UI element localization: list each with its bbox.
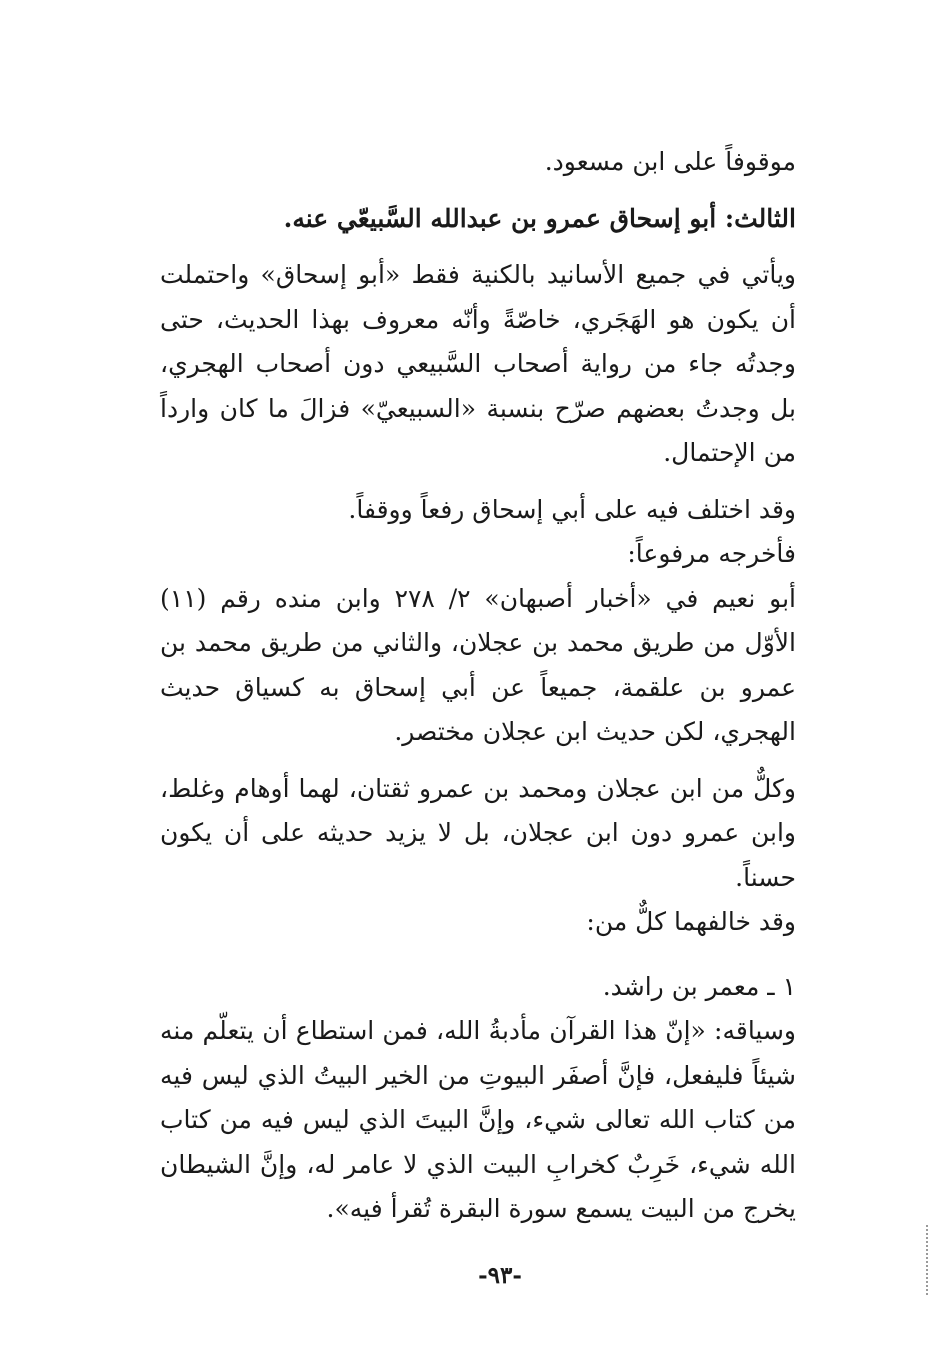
page-number: -٩٣- <box>478 1262 522 1289</box>
document-body <box>160 140 834 1232</box>
paragraph-disagreement: وقد اختلف فيه على أبي إسحاق رفعاً ووقفاً. <box>348 494 796 524</box>
paragraph-marfu-intro: فأخرجه مرفوعاً: <box>627 539 796 568</box>
paragraph-kunya: ويأتي في جميع الأسانيد بالكنية فقط «أبو إسحاق» واحتملت أن يكون هو الهَجَري، خاصّةً وأنّه معروف بهذا الحديث، حتى وجدتُه جاء من رواية أصحاب السَّبيعي دون أصحاب الهجري، بل وجدتُ بعضهم صرّح بنسبة «السبيعيّ» فزالَ ما كان وارداً من الإحتمال. <box>160 260 796 467</box>
list-item-mamar: ١ ـ معمر بن راشد. <box>602 971 796 1001</box>
paragraph-ibn-ajlan: وكلٌّ من ابن عجلان ومحمد بن عمرو ثقتان، لهما أوهام وغلط، وابن عمرو دون ابن عجلان، بل لا يزيد حديثه على أن يكون حسناً. <box>160 773 796 892</box>
scan-margin-mark <box>923 1225 928 1295</box>
paragraph-mawqufan: موقوفاً على ابن مسعود. <box>544 147 796 176</box>
paragraph-abu-nuaym: أبو نعيم في «أخبار أصبهان» ٢/ ٢٧٨ وابن منده رقم (١١) الأوّل من طريق محمد بن عجلان، والثاني من طريق محمد بن عمرو بن علقمة، جميعاً عن أبي إسحاق به كسياق حديث الهجري، لكن حديث ابن عجلان مختصر. <box>160 583 796 746</box>
paragraph-opposed-by: وقد خالفهما كلٌّ من: <box>586 907 796 936</box>
heading-third-narrator: الثالث: أبو إسحاق عمرو بن عبدالله السَّبيعّي عنه. <box>283 203 796 233</box>
paragraph-hadith-text: وسياقه: «إنّ هذا القرآن مأدبةُ الله، فمن استطاع أن يتعلّم منه شيئاً فليفعل، فإنَّ أصفَر البيوتِ من الخير البيتُ الذي ليس فيه من كتاب الله تعالى شيء، وإنَّ البيتَ الذي ليس فيه من كتاب الله شيء، خَرِبٌ كخرابِ البيت الذي لا عامر له، وإنَّ الشيطان يخرج من البيت يسمع سورة البقرة تُقرأ فيه». <box>160 1016 796 1223</box>
